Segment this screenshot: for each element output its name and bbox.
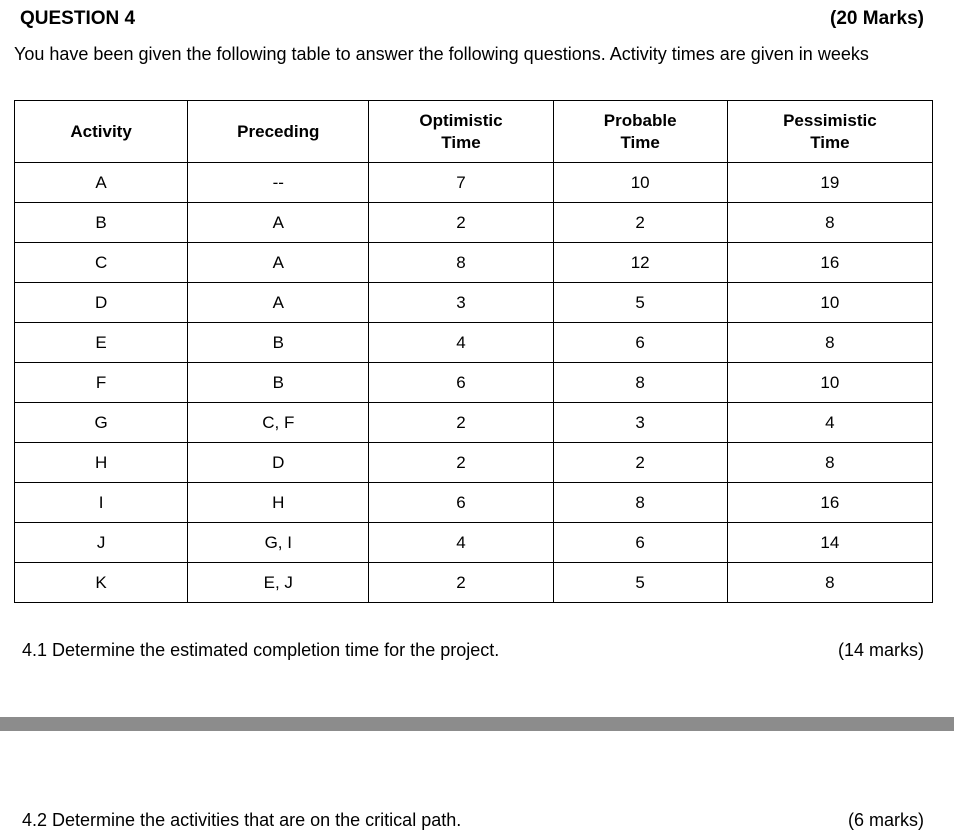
cell-optimistic: 6 [369,483,553,523]
table-header-row [15,101,933,163]
cell-probable: 5 [553,563,727,603]
cell-probable: 8 [553,483,727,523]
cell-activity: B [15,203,188,243]
cell-pessimistic: 10 [727,363,932,403]
cell-activity: K [15,563,188,603]
cell-pessimistic: 8 [727,563,932,603]
cell-probable: 8 [553,363,727,403]
page-divider [0,717,954,731]
header-pessimistic-time [727,101,932,163]
cell-optimistic: 2 [369,563,553,603]
cell-preceding: B [188,323,369,363]
cell-pessimistic: 8 [727,443,932,483]
cell-preceding: A [188,203,369,243]
cell-preceding: H [188,483,369,523]
cell-activity: C [15,243,188,283]
sub-question-4-1-marks: (14 marks) [837,640,924,660]
cell-preceding: -- [188,163,369,203]
header-optimistic-time [369,101,553,163]
table-row [15,483,933,523]
cell-activity: G [15,403,188,443]
cell-probable: 12 [553,243,727,283]
cell-pessimistic: 8 [727,203,932,243]
cell-preceding: E, J [188,563,369,603]
cell-probable: 6 [553,323,727,363]
cell-optimistic: 3 [369,283,553,323]
cell-pessimistic: 16 [727,243,932,283]
cell-activity: E [15,323,188,363]
header-preceding [188,101,369,163]
table-row [15,443,933,483]
cell-optimistic: 2 [369,403,553,443]
cell-pessimistic: 14 [727,523,932,563]
cell-preceding: C, F [188,403,369,443]
header-activity [15,101,188,163]
cell-preceding: G, I [188,523,369,563]
activity-table [14,100,933,603]
cell-pessimistic: 16 [727,483,932,523]
table-row [15,563,933,603]
header-probable-time [553,101,727,163]
sub-question-4-1: 4.1 Determine the estimated completion time for the project. [22,640,500,660]
question-total-marks: (20 Marks) [830,8,924,29]
cell-pessimistic: 19 [727,163,932,203]
cell-optimistic: 8 [369,243,553,283]
header-optimistic-line1: Optimistic [419,110,503,130]
cell-optimistic: 4 [369,523,553,563]
cell-optimistic: 2 [369,443,553,483]
table-row [15,523,933,563]
cell-pessimistic: 10 [727,283,932,323]
cell-probable: 10 [553,163,727,203]
cell-preceding: A [188,243,369,283]
cell-optimistic: 2 [369,203,553,243]
cell-optimistic: 4 [369,323,553,363]
header-preceding-label: Preceding [237,121,320,141]
cell-preceding: A [188,283,369,323]
header-probable-line2: Time [620,132,660,152]
cell-probable: 3 [553,403,727,443]
question-intro: You have been given the following table to answer the following questions. Activity times are given in weeks [14,44,869,64]
cell-pessimistic: 4 [727,403,932,443]
cell-optimistic: 6 [369,363,553,403]
header-probable-line1: Probable [603,110,677,130]
header-activity-label: Activity [70,121,132,141]
table-row [15,243,933,283]
cell-pessimistic: 8 [727,323,932,363]
table-row [15,363,933,403]
sub-question-4-2: 4.2 Determine the activities that are on the critical path. [22,810,462,830]
cell-probable: 2 [553,203,727,243]
cell-activity: H [15,443,188,483]
cell-activity: F [15,363,188,403]
cell-activity: I [15,483,188,523]
sub-question-4-2-marks: (6 marks) [848,810,924,830]
header-pessimistic-line1: Pessimistic [783,110,877,130]
table-row [15,403,933,443]
cell-activity: D [15,283,188,323]
cell-optimistic: 7 [369,163,553,203]
header-optimistic-line2: Time [441,132,481,152]
question-title: QUESTION 4 [20,8,136,29]
cell-activity: J [15,523,188,563]
table-row [15,283,933,323]
cell-probable: 6 [553,523,727,563]
cell-preceding: B [188,363,369,403]
table-row [15,203,933,243]
cell-activity: A [15,163,188,203]
table-row [15,323,933,363]
cell-probable: 5 [553,283,727,323]
table-row [15,163,933,203]
cell-probable: 2 [553,443,727,483]
header-pessimistic-line2: Time [810,132,850,152]
cell-preceding: D [188,443,369,483]
